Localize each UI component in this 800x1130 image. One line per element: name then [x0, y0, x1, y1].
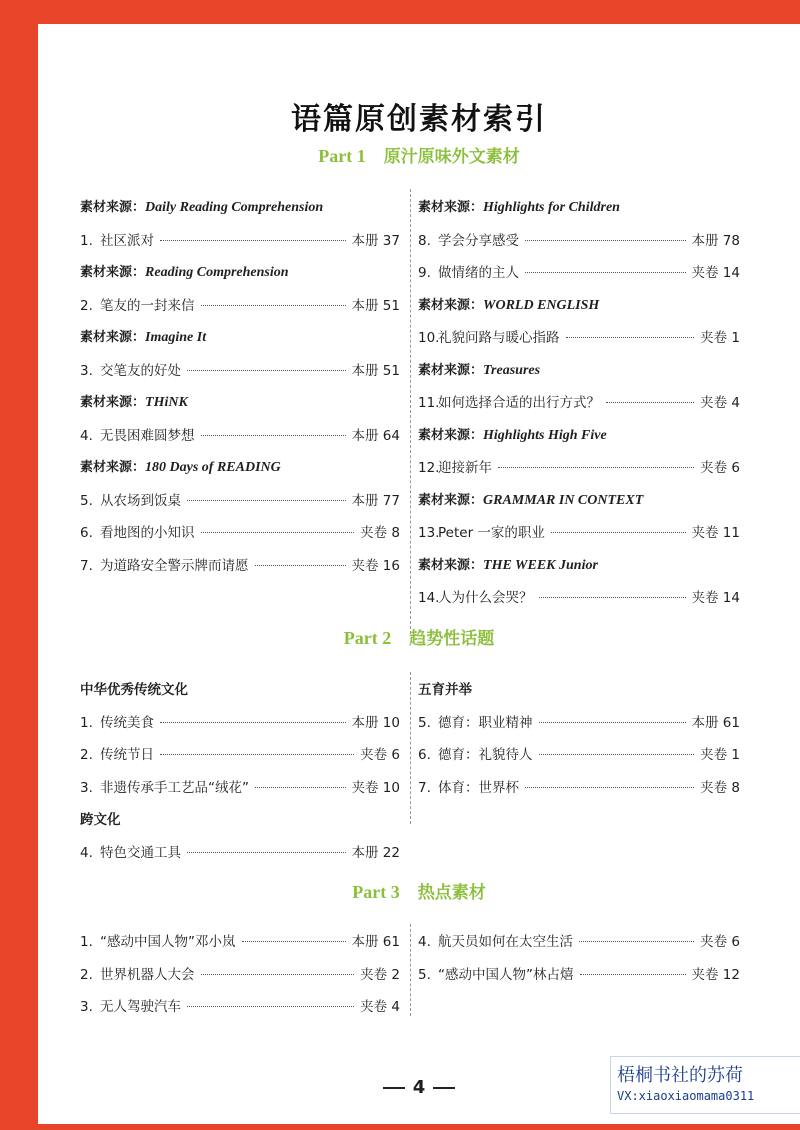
- entry-page: 本册 37: [351, 232, 400, 249]
- entry-page: 夹卷 4: [360, 999, 400, 1015]
- entry-number: 2.: [80, 747, 93, 763]
- page-title: 语篇原创素材索引: [291, 102, 547, 137]
- dot-leader: [187, 370, 346, 371]
- entry-page: 夹卷 4: [700, 395, 740, 411]
- index-entry[interactable]: [80, 424, 400, 444]
- entry-title: 世界机器人大会: [100, 966, 195, 983]
- entry-number: 2.: [80, 966, 93, 983]
- source-title: THiNK: [145, 395, 188, 410]
- entry-title: 做情绪的主人: [438, 265, 519, 281]
- entry-page: 夹卷 14: [691, 265, 740, 281]
- dot-leader: [187, 500, 346, 501]
- dot-leader: [255, 565, 346, 566]
- entry-number: 7.: [80, 557, 93, 574]
- source-title: Highlights for Children: [483, 200, 620, 215]
- entry-page: 夹卷 1: [700, 747, 740, 763]
- entry-number: 1.: [80, 714, 93, 731]
- entry-page: 夹卷 14: [691, 590, 740, 606]
- source-heading: [80, 456, 281, 476]
- index-entry[interactable]: [418, 456, 740, 476]
- index-entry[interactable]: [418, 743, 740, 763]
- part-2-number: Part 2: [343, 628, 392, 648]
- dot-leader: [580, 974, 686, 975]
- entry-page: 夹卷 16: [351, 557, 400, 574]
- source-label: 素材来源：: [80, 265, 146, 280]
- index-entry[interactable]: [418, 326, 740, 346]
- entry-title: 无人驾驶汽车: [100, 999, 181, 1015]
- dot-leader: [525, 272, 686, 273]
- index-entry[interactable]: [418, 586, 740, 606]
- dot-leader: [498, 467, 694, 468]
- part-2-heading: [38, 624, 800, 649]
- index-entry[interactable]: [80, 995, 400, 1015]
- entry-page: 夹卷 6: [700, 460, 740, 476]
- watermark-line-1: 梧桐书社的苏荷: [617, 1065, 743, 1086]
- entry-number: 3.: [80, 999, 93, 1015]
- entry-number: 9.: [418, 265, 431, 281]
- dot-leader: [525, 240, 686, 241]
- dash-left: [383, 1087, 405, 1089]
- dot-leader: [539, 597, 686, 598]
- source-label: 素材来源：: [80, 330, 146, 345]
- index-entry[interactable]: [80, 930, 400, 950]
- index-entry[interactable]: [80, 294, 400, 314]
- entry-page: 本册 51: [351, 297, 400, 314]
- index-entry[interactable]: [80, 554, 400, 574]
- entry-number: 11.: [418, 395, 440, 411]
- index-entry[interactable]: [80, 711, 400, 731]
- entry-number: 1.: [80, 232, 93, 249]
- index-entry[interactable]: [418, 776, 740, 796]
- entry-page: 本册 61: [691, 714, 740, 731]
- entry-title: Peter 一家的职业: [438, 525, 545, 541]
- source-title: GRAMMAR IN CONTEXT: [483, 492, 644, 508]
- index-entry[interactable]: [418, 391, 740, 411]
- entry-page: 本册 77: [351, 492, 400, 509]
- column-divider: [410, 924, 411, 1016]
- dot-leader: [525, 787, 694, 788]
- watermark: [610, 1056, 800, 1114]
- source-title: Treasures: [483, 362, 541, 378]
- entry-title: 航天员如何在太空生活: [438, 934, 573, 950]
- entry-title: 德育：职业精神: [438, 714, 533, 731]
- source-heading: [80, 261, 289, 281]
- source-heading: [80, 326, 206, 346]
- source-label: 素材来源：: [80, 395, 146, 410]
- entry-number: 3.: [80, 779, 93, 796]
- index-entry[interactable]: [418, 261, 740, 281]
- dot-leader: [160, 722, 346, 723]
- entry-title: 社区派对: [100, 232, 154, 249]
- source-heading: [418, 554, 598, 574]
- source-label: 素材来源：: [418, 427, 484, 443]
- index-entry[interactable]: [80, 743, 400, 763]
- entry-title: 体育：世界杯: [438, 779, 519, 796]
- dot-leader: [160, 240, 346, 241]
- entry-title: 交笔友的好处: [100, 362, 181, 379]
- entry-page: 本册 61: [351, 934, 400, 950]
- page-number-value: 4: [412, 1077, 426, 1098]
- source-title: Daily Reading Comprehension: [145, 200, 324, 215]
- entry-title: 传统美食: [100, 714, 154, 731]
- source-heading: [418, 294, 599, 314]
- source-label: 素材来源：: [418, 200, 484, 215]
- source-title: Reading Comprehension: [145, 265, 289, 280]
- source-label: 素材来源：: [418, 297, 484, 313]
- entry-number: 4.: [418, 934, 431, 950]
- entry-number: 14.: [418, 590, 440, 606]
- source-title: Highlights High Five: [483, 427, 607, 443]
- entry-number: 4.: [80, 844, 93, 861]
- entry-number: 6.: [80, 525, 93, 541]
- entry-page: 本册 78: [691, 232, 740, 249]
- entry-title: 人为什么会哭？: [438, 590, 533, 606]
- entry-number: 10.: [418, 330, 440, 346]
- category-heading: 五育并举: [418, 682, 472, 698]
- source-heading: [418, 489, 643, 509]
- index-entry[interactable]: [80, 489, 400, 509]
- entry-page: 夹卷 6: [700, 934, 740, 950]
- dot-leader: [187, 1006, 354, 1007]
- entry-number: 5.: [418, 714, 431, 731]
- entry-page: 本册 64: [351, 427, 400, 444]
- entry-number: 8.: [418, 232, 431, 249]
- index-entry[interactable]: [418, 930, 740, 950]
- entry-title: 看地图的小知识: [100, 525, 195, 541]
- entry-number: 5.: [80, 492, 93, 509]
- entry-page: 夹卷 8: [700, 779, 740, 796]
- index-entry[interactable]: [80, 841, 400, 861]
- entry-page: 本册 10: [351, 714, 400, 731]
- entry-page: 夹卷 10: [351, 779, 400, 796]
- entry-page: 夹卷 11: [691, 525, 740, 541]
- entry-page: 本册 22: [351, 844, 400, 861]
- source-label: 素材来源：: [418, 557, 484, 573]
- index-entry[interactable]: [80, 963, 400, 983]
- dot-leader: [579, 941, 694, 942]
- category-heading: 中华优秀传统文化: [80, 682, 188, 698]
- part-1-heading: [38, 142, 800, 167]
- dot-leader: [539, 754, 695, 755]
- entry-number: 1.: [80, 934, 93, 950]
- source-heading: [80, 196, 323, 216]
- index-entry[interactable]: [418, 963, 740, 983]
- index-entry[interactable]: [418, 521, 740, 541]
- column-divider: [410, 672, 411, 824]
- part-1-name: 原汁原味外文素材: [383, 147, 520, 167]
- entry-number: 6.: [418, 747, 431, 763]
- entry-title: 特色交通工具: [100, 844, 181, 861]
- part-3-name: 热点素材: [417, 883, 486, 903]
- entry-number: 7.: [418, 779, 431, 796]
- dot-leader: [242, 941, 346, 942]
- source-label: 素材来源：: [418, 362, 484, 378]
- source-heading: [418, 196, 620, 216]
- entry-page: 夹卷 2: [360, 966, 400, 983]
- source-label: 素材来源：: [80, 200, 146, 215]
- column-divider: [410, 189, 411, 634]
- part-2-name: 趋势性话题: [409, 629, 495, 649]
- dot-leader: [201, 305, 346, 306]
- entry-title: “感动中国人物”林占熺: [438, 966, 574, 983]
- source-heading: [418, 359, 540, 379]
- entry-number: 4.: [80, 427, 93, 444]
- dot-leader: [566, 337, 695, 338]
- entry-number: 12.: [418, 460, 440, 476]
- dot-leader: [201, 532, 355, 533]
- entry-title: 为道路安全警示牌而请愿: [100, 557, 249, 574]
- entry-title: 笔友的一封来信: [100, 297, 195, 314]
- part-3-heading: [38, 878, 800, 903]
- entry-page: 夹卷 8: [360, 525, 400, 541]
- source-heading: [80, 391, 188, 411]
- entry-title: “感动中国人物”邓小岚: [100, 934, 236, 950]
- dot-leader: [160, 754, 354, 755]
- index-page: [38, 24, 800, 1124]
- dash-right: [433, 1087, 455, 1089]
- source-title: WORLD ENGLISH: [483, 297, 600, 313]
- entry-title: 德育：礼貌待人: [438, 747, 533, 763]
- index-entry[interactable]: [418, 711, 740, 731]
- entry-page: 夹卷 1: [700, 330, 740, 346]
- source-title: Imagine It: [145, 330, 207, 345]
- entry-number: 5.: [418, 966, 431, 983]
- dot-leader: [201, 974, 355, 975]
- entry-title: 无畏困难圆梦想: [100, 427, 195, 444]
- index-entry[interactable]: [80, 229, 400, 249]
- source-title: THE WEEK Junior: [483, 557, 598, 573]
- entry-page: 本册 51: [351, 362, 400, 379]
- dot-leader: [606, 402, 694, 403]
- entry-title: 迎接新年: [438, 460, 492, 476]
- index-entry[interactable]: [80, 776, 400, 796]
- dot-leader: [187, 852, 346, 853]
- category-heading: 跨文化: [80, 812, 121, 828]
- dot-leader: [539, 722, 686, 723]
- part-3-number: Part 3: [352, 882, 400, 902]
- entry-title: 学会分享感受: [438, 232, 519, 249]
- entry-page: 夹卷 6: [360, 747, 400, 763]
- source-heading: [418, 424, 607, 444]
- index-entry[interactable]: [418, 229, 740, 249]
- entry-number: 13.: [418, 525, 440, 541]
- source-label: 素材来源：: [80, 460, 146, 475]
- source-label: 素材来源：: [418, 492, 484, 508]
- entry-title: 礼貌问路与暖心指路: [438, 330, 560, 346]
- part-1-number: Part 1: [318, 146, 366, 166]
- dot-leader: [201, 435, 346, 436]
- entry-title: 如何选择合适的出行方式？: [438, 395, 600, 411]
- dot-leader: [551, 532, 686, 533]
- index-entry[interactable]: [80, 521, 400, 541]
- dot-leader: [255, 787, 346, 788]
- watermark-line-2: VX:xiaoxiaomama0311: [617, 1089, 755, 1103]
- entry-title: 非遗传承手工艺品“绒花”: [100, 779, 249, 796]
- entry-title: 传统节日: [100, 747, 154, 763]
- entry-number: 2.: [80, 297, 93, 314]
- entry-page: 夹卷 12: [691, 966, 740, 983]
- source-title: 180 Days of READING: [145, 460, 281, 475]
- entry-number: 3.: [80, 362, 93, 379]
- entry-title: 从农场到饭桌: [100, 492, 181, 509]
- index-entry[interactable]: [80, 359, 400, 379]
